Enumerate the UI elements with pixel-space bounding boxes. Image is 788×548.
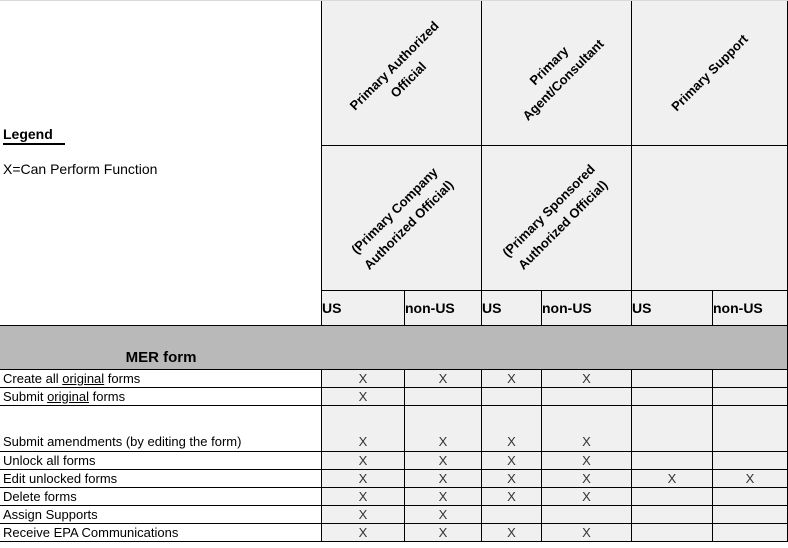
region-cell-us-2: US — [482, 291, 542, 326]
row-label-text: Submit — [3, 389, 48, 404]
mark-cell-empty — [713, 524, 788, 542]
mark-cell-empty — [482, 506, 542, 524]
mark-cell-empty — [713, 452, 788, 470]
mark-cell-x: X — [322, 406, 405, 452]
header-label-primary-sponsored-authorized-official: (Primary Sponsored Authorized Official) — [499, 161, 611, 273]
row-label-cell — [0, 470, 322, 488]
section-band-cell — [0, 326, 788, 370]
mark-cell-empty — [713, 406, 788, 452]
mark-cell-empty — [713, 488, 788, 506]
table-row — [0, 388, 788, 406]
mark-cell-empty — [632, 388, 713, 406]
region-cell-nonus-1: non-US — [405, 291, 482, 326]
mark-cell-x: X — [322, 506, 405, 524]
mark-cell-x: X — [322, 524, 405, 542]
header-cell-primary-sponsored-authorized-official — [482, 146, 632, 291]
mark-cell-x: X — [405, 406, 482, 452]
mark-cell-x: X — [542, 370, 632, 388]
row-label-text: forms — [89, 389, 126, 404]
table-body — [0, 1, 788, 542]
row-label-text: Create all — [3, 371, 63, 386]
table-row — [0, 370, 788, 388]
mark-cell-x: X — [482, 470, 542, 488]
table-row — [0, 524, 788, 542]
header-cell-support-secondary-empty — [632, 146, 788, 291]
mark-cell-x: X — [405, 488, 482, 506]
row-label-text: Receive EPA Communications — [3, 525, 179, 540]
mark-cell-x: X — [542, 406, 632, 452]
row-label-cell — [0, 388, 322, 406]
row-label-text: Submit amendments (by editing the form) — [3, 434, 242, 449]
header-label-primary-support: Primary Support — [667, 31, 751, 114]
mark-cell-x: X — [322, 370, 405, 388]
table-row — [0, 406, 788, 452]
mark-cell-empty — [482, 388, 542, 406]
table-row — [0, 488, 788, 506]
section-title: MER form — [125, 349, 197, 366]
header-cell-primary-agent-consultant — [482, 1, 632, 146]
table-row — [0, 506, 788, 524]
mark-cell-empty — [542, 388, 632, 406]
header-cell-primary-support — [632, 1, 788, 146]
section-band-row — [0, 326, 788, 370]
row-label-cell — [0, 370, 322, 388]
header-cell-primary-company-authorized-official — [322, 146, 482, 291]
mark-cell-empty — [713, 388, 788, 406]
region-cell-us-3: US — [632, 291, 713, 326]
mark-cell-empty — [713, 370, 788, 388]
mark-cell-x: X — [322, 488, 405, 506]
mark-cell-empty — [632, 452, 713, 470]
region-cell-us-1: US — [322, 291, 405, 326]
mark-cell-x: X — [405, 470, 482, 488]
legend-title: Legend — [3, 126, 65, 145]
row-label-underlined-text: original — [47, 389, 89, 404]
mark-cell-x: X — [713, 470, 788, 488]
row-label-cell — [0, 506, 322, 524]
region-cell-nonus-3: non-US — [713, 291, 788, 326]
mark-cell-x: X — [632, 470, 713, 488]
header-label-primary-agent-consultant: Primary Agent/Consultant — [519, 36, 607, 124]
mark-cell-empty — [713, 506, 788, 524]
mark-cell-empty — [632, 524, 713, 542]
header-cell-primary-authorized-official — [322, 1, 482, 146]
row-label-cell — [0, 406, 322, 452]
mark-cell-x: X — [542, 452, 632, 470]
mark-cell-empty — [405, 388, 482, 406]
legend-note: X=Can Perform Function — [3, 160, 158, 177]
header-label-primary-company-authorized-official: (Primary Company Authorized Official) — [347, 164, 456, 273]
mark-cell-x: X — [405, 452, 482, 470]
mark-cell-x: X — [482, 524, 542, 542]
mark-cell-x: X — [482, 370, 542, 388]
mark-cell-x: X — [482, 452, 542, 470]
legend-cell — [0, 1, 322, 326]
header-row-primary-roles — [0, 1, 788, 146]
mark-cell-empty — [632, 370, 713, 388]
row-label-cell — [0, 524, 322, 542]
mark-cell-x: X — [405, 524, 482, 542]
mark-cell-x: X — [542, 470, 632, 488]
legend-block — [0, 126, 321, 177]
row-label-cell — [0, 452, 322, 470]
mark-cell-x: X — [322, 388, 405, 406]
row-label-text: Assign Supports — [3, 507, 98, 522]
region-cell-nonus-2: non-US — [542, 291, 632, 326]
row-label-text: Edit unlocked forms — [3, 471, 118, 486]
row-label-underlined-text: original — [62, 371, 105, 386]
mark-cell-x: X — [482, 406, 542, 452]
mark-cell-x: X — [542, 524, 632, 542]
row-label-text: forms — [104, 371, 141, 386]
table-row — [0, 452, 788, 470]
mark-cell-empty — [632, 406, 713, 452]
mark-cell-empty — [632, 488, 713, 506]
mark-cell-empty — [632, 506, 713, 524]
mark-cell-empty — [542, 506, 632, 524]
mark-cell-x: X — [405, 370, 482, 388]
row-label-cell — [0, 488, 322, 506]
header-label-primary-authorized-official: Primary Authorized Official — [346, 17, 442, 114]
mark-cell-x: X — [482, 488, 542, 506]
table-row — [0, 470, 788, 488]
row-label-text: Delete forms — [3, 489, 77, 504]
row-label-text: Unlock all forms — [3, 453, 96, 468]
mark-cell-x: X — [322, 452, 405, 470]
mark-cell-x: X — [322, 470, 405, 488]
mark-cell-x: X — [542, 488, 632, 506]
mark-cell-x: X — [405, 506, 482, 524]
